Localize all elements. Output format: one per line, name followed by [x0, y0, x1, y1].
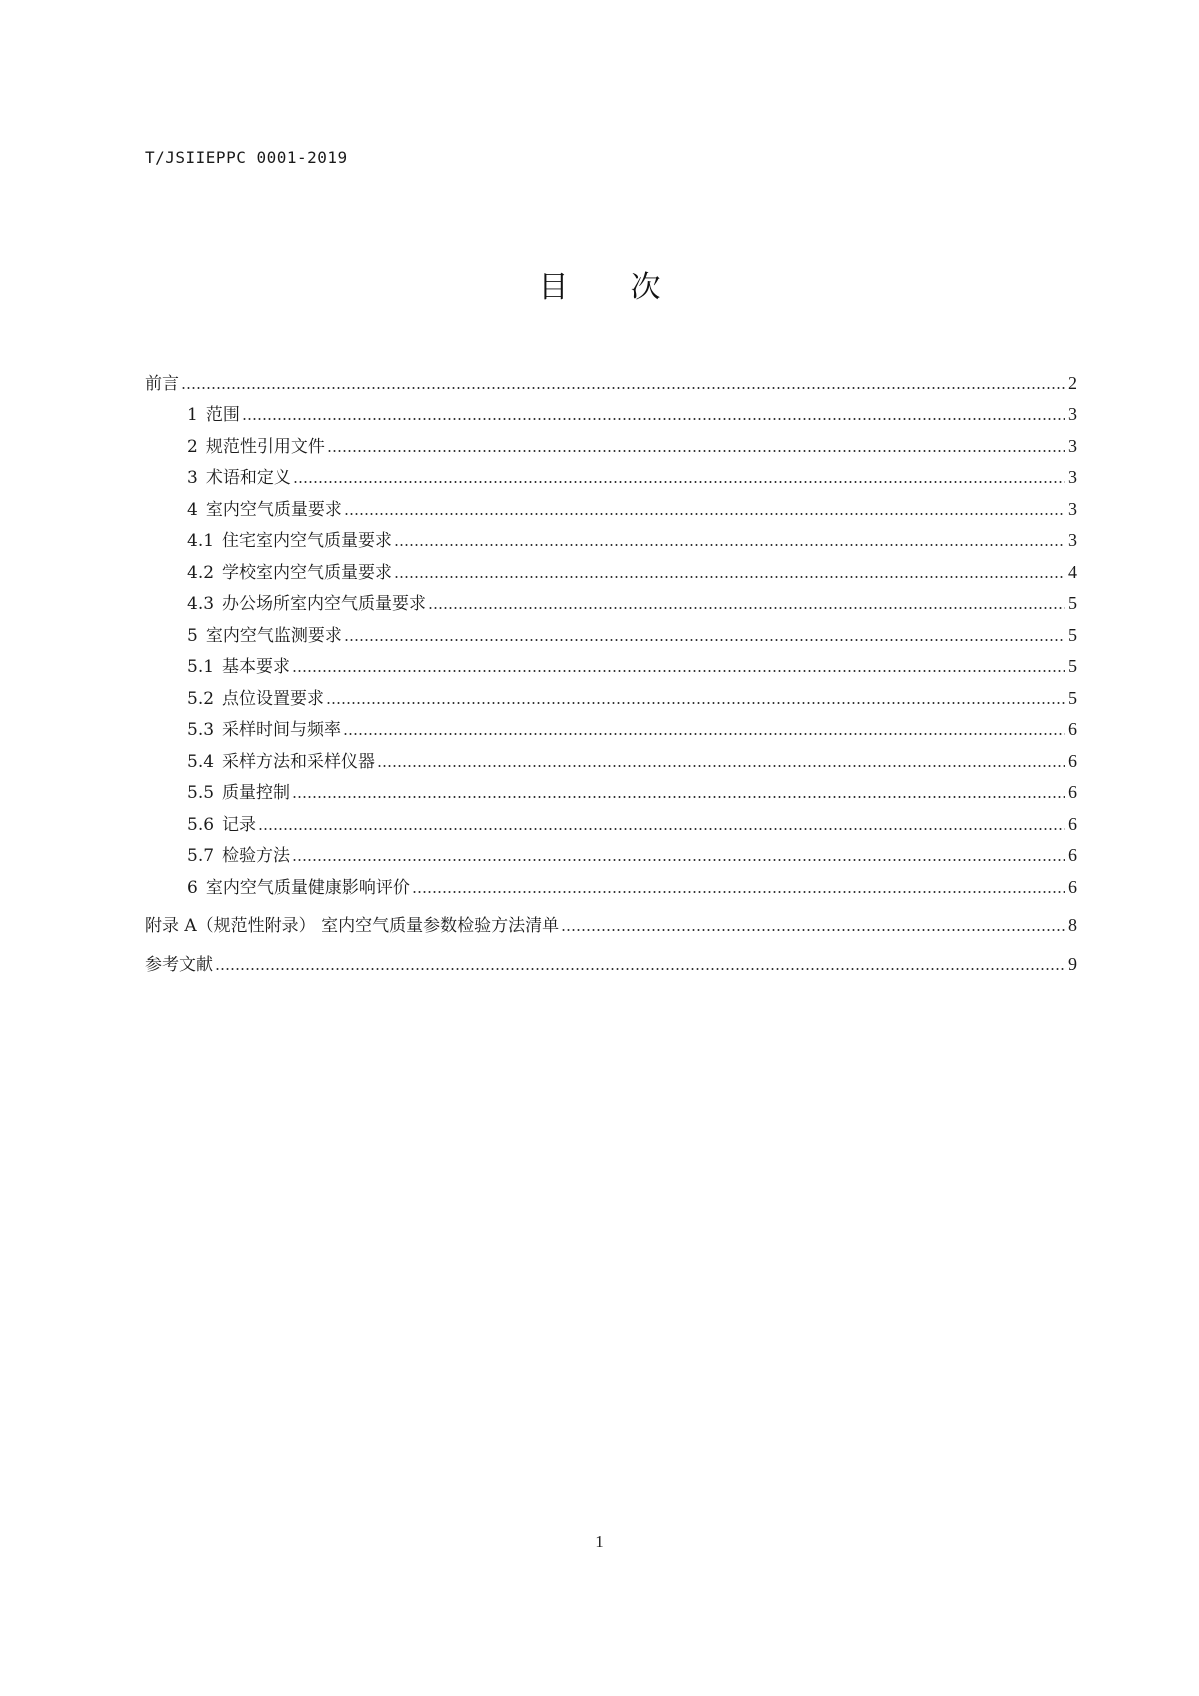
toc-entry-1[interactable] [145, 394, 1077, 426]
toc-label: 范围 [205, 405, 240, 425]
toc-entry-5-1[interactable] [145, 646, 1077, 678]
toc-label: 术语和定义 [205, 468, 291, 488]
toc-page: 3 [1068, 404, 1077, 424]
toc-page: 3 [1068, 530, 1077, 550]
toc-entry-2[interactable] [145, 425, 1077, 457]
toc-number: 2 [187, 436, 198, 457]
dot-leader [344, 513, 1065, 515]
toc-page: 5 [1068, 624, 1077, 645]
dot-leader [258, 828, 1065, 830]
toc-page: 6 [1068, 782, 1077, 802]
dot-leader [242, 418, 1065, 420]
toc-entry-5-4[interactable] [145, 740, 1077, 772]
toc-label: 质量控制 [222, 783, 291, 803]
dot-leader [292, 796, 1065, 798]
dot-leader [377, 765, 1065, 767]
toc-label: 检验方法 [222, 846, 291, 866]
toc-page: 5 [1068, 656, 1077, 676]
page-number: 1 [595, 1532, 604, 1551]
toc-label: 前言 [145, 373, 179, 394]
toc-label: 附录 A（规范性附录） 室内空气质量参数检验方法清单 [145, 916, 560, 936]
toc-label: 室内空气质量健康影响评价 [205, 877, 410, 898]
title-char-2: 次 [630, 270, 661, 305]
toc-label: 规范性引用文件 [205, 436, 325, 457]
toc-entry-6[interactable] [145, 866, 1077, 898]
toc-label: 室内空气监测要求 [205, 625, 342, 646]
dot-leader [181, 387, 1065, 389]
toc-page: 3 [1068, 498, 1077, 519]
toc-entry-5-6[interactable] [145, 803, 1077, 835]
toc-number: 5.5 [187, 783, 215, 803]
toc-number: 4.3 [187, 594, 215, 614]
document-code: T/JSIIEPPC 0001-2019 [145, 148, 348, 167]
toc-page: 3 [1068, 467, 1077, 487]
dot-leader [327, 450, 1065, 452]
toc-page: 6 [1068, 719, 1077, 739]
dot-leader [394, 576, 1065, 578]
toc-entry-5-3[interactable] [145, 709, 1077, 741]
toc-page: 5 [1068, 687, 1077, 708]
table-of-contents [145, 362, 1077, 975]
toc-number: 5.3 [187, 720, 215, 740]
toc-page: 6 [1068, 845, 1077, 865]
dot-leader [292, 859, 1065, 861]
toc-label: 住宅室内空气质量要求 [222, 531, 393, 551]
dot-leader [215, 968, 1065, 970]
toc-number: 4.2 [187, 562, 215, 583]
toc-page: 6 [1068, 813, 1077, 834]
dot-leader [412, 891, 1065, 893]
dot-leader [292, 670, 1065, 672]
toc-page: 5 [1068, 593, 1077, 613]
toc-entry-3[interactable] [145, 457, 1077, 489]
toc-number: 4.1 [187, 531, 215, 551]
toc-entry-4-3[interactable] [145, 583, 1077, 615]
toc-label: 学校室内空气质量要求 [222, 562, 393, 583]
page-title [0, 262, 1199, 306]
toc-entry-5[interactable] [145, 614, 1077, 646]
toc-entry-4[interactable] [145, 488, 1077, 520]
title-char-1: 目 [538, 270, 569, 305]
toc-page: 6 [1068, 876, 1077, 897]
dot-leader [394, 544, 1065, 546]
dot-leader [561, 929, 1065, 931]
toc-number: 5.1 [187, 657, 215, 677]
toc-entry-appendix-a[interactable] [145, 905, 1077, 937]
toc-page: 2 [1068, 372, 1077, 393]
toc-number: 3 [187, 468, 198, 488]
toc-label: 采样方法和采样仪器 [222, 751, 376, 772]
toc-page: 9 [1068, 953, 1077, 974]
toc-entry-4-1[interactable] [145, 520, 1077, 552]
toc-entry-5-2[interactable] [145, 677, 1077, 709]
toc-label: 参考文献 [145, 954, 213, 975]
toc-page: 3 [1068, 435, 1077, 456]
toc-entry-5-7[interactable] [145, 835, 1077, 867]
dot-leader [293, 481, 1065, 483]
dot-leader [343, 733, 1065, 735]
toc-label: 基本要求 [222, 657, 291, 677]
toc-number: 1 [187, 405, 198, 425]
toc-entry-5-5[interactable] [145, 772, 1077, 804]
toc-entry-references[interactable] [145, 943, 1077, 975]
toc-label: 点位设置要求 [222, 688, 325, 709]
toc-number: 5.6 [187, 814, 215, 835]
toc-number: 5.4 [187, 751, 215, 772]
toc-number: 4 [187, 499, 198, 520]
dot-leader [428, 607, 1065, 609]
dot-leader [344, 639, 1065, 641]
toc-page: 6 [1068, 750, 1077, 771]
toc-number: 5.7 [187, 846, 215, 866]
toc-number: 5 [187, 625, 198, 646]
toc-entry-4-2[interactable] [145, 551, 1077, 583]
toc-number: 6 [187, 877, 198, 898]
toc-page: 8 [1068, 915, 1077, 935]
toc-label: 室内空气质量要求 [205, 499, 342, 520]
toc-entry-foreword[interactable] [145, 362, 1077, 394]
dot-leader [326, 702, 1065, 704]
toc-number: 5.2 [187, 688, 215, 709]
toc-label: 办公场所室内空气质量要求 [222, 594, 427, 614]
toc-label: 记录 [222, 814, 257, 835]
toc-page: 4 [1068, 561, 1077, 582]
toc-label: 采样时间与频率 [222, 720, 342, 740]
